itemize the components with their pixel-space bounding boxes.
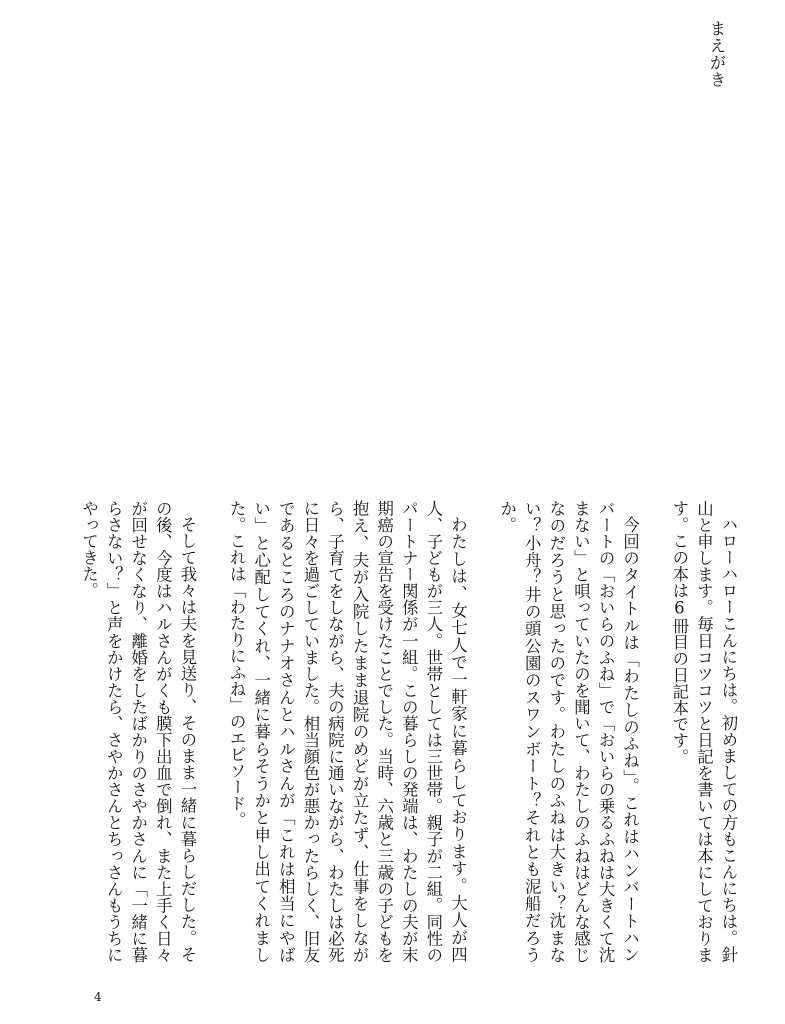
text-line: 抱え、夫が入院したまま退院のめどが立たず、仕事をしなが: [350, 500, 370, 963]
text-line: に日々を過ごしていました。相当顔色が悪かったらしく、旧友: [300, 500, 320, 963]
text-line: が回せなくなり、離婚をしたばかりのさやかさんに「一緒に暮: [128, 500, 148, 963]
page-number: 4: [94, 990, 102, 1004]
text-line: らさない？」と声をかけたら、さやかさんとちっさんもうちに: [104, 500, 124, 963]
text-line: い」と心配してくれ、一緒に暮らそうかと申し出てくれまし: [251, 500, 271, 963]
chapter-heading: まえがき: [707, 20, 726, 88]
paragraph: [666, 500, 740, 963]
text-line: 山と申します。毎日コツコツと日記を書いては本にしておりま: [694, 500, 714, 963]
text-line: わたしは、女七人で一軒家に暮らしております。大人が四: [448, 516, 468, 963]
text-line: パートナー関係が一組。この暮らしの発端は、わたしの夫が末: [399, 500, 419, 963]
paragraph: [76, 500, 199, 963]
text-line: す。この本は6冊目の日記本です。: [669, 500, 689, 765]
paragraph: [494, 500, 642, 963]
text-line: であるところのナナオさんとハルさんが「これは相当にやば: [276, 500, 296, 963]
text-line: まない」と唄っていたのを聞いて、わたしのふねはどんな感じ: [571, 500, 591, 963]
text-line: 人、子どもが三人。世帯としては三世帯。親子が二組。同性の: [423, 500, 443, 963]
text-line: バートの「おいらのふね」で「おいらの乗るふねは大きくて沈: [596, 500, 616, 963]
text-line: 期癌の宣告を受けたことでした。当時、六歳と三歳の子どもを: [374, 500, 394, 963]
paragraph: [224, 500, 470, 963]
text-line: い？小舟？井の頭公園のスワンボート？それとも泥船だろう: [522, 500, 542, 963]
text-line: ハローハローこんにちは。初めましての方もこんにちは。針: [719, 516, 738, 963]
text-line: た。これは「わたりにふね」のエピソード。: [227, 500, 247, 828]
text-line: の後、今度はハルさんがくも膜下出血で倒れ、また上手く日々: [153, 500, 173, 963]
text-line: ら、子育てをしながら、夫の病院に通いながら、わたしは必死: [325, 500, 345, 963]
text-line: なのだろうと思ったのです。わたしのふねは大きい？沈まな: [546, 500, 566, 963]
text-line: か。: [497, 500, 517, 533]
text-line: そして我々は夫を見送り、そのまま一緒に暮らしだした。そ: [177, 516, 197, 963]
text-line: やってきた。: [79, 500, 99, 599]
body-text: [76, 500, 740, 963]
text-line: 今回のタイトルは「わたしのふね」。これはハンバートハン: [620, 516, 640, 963]
